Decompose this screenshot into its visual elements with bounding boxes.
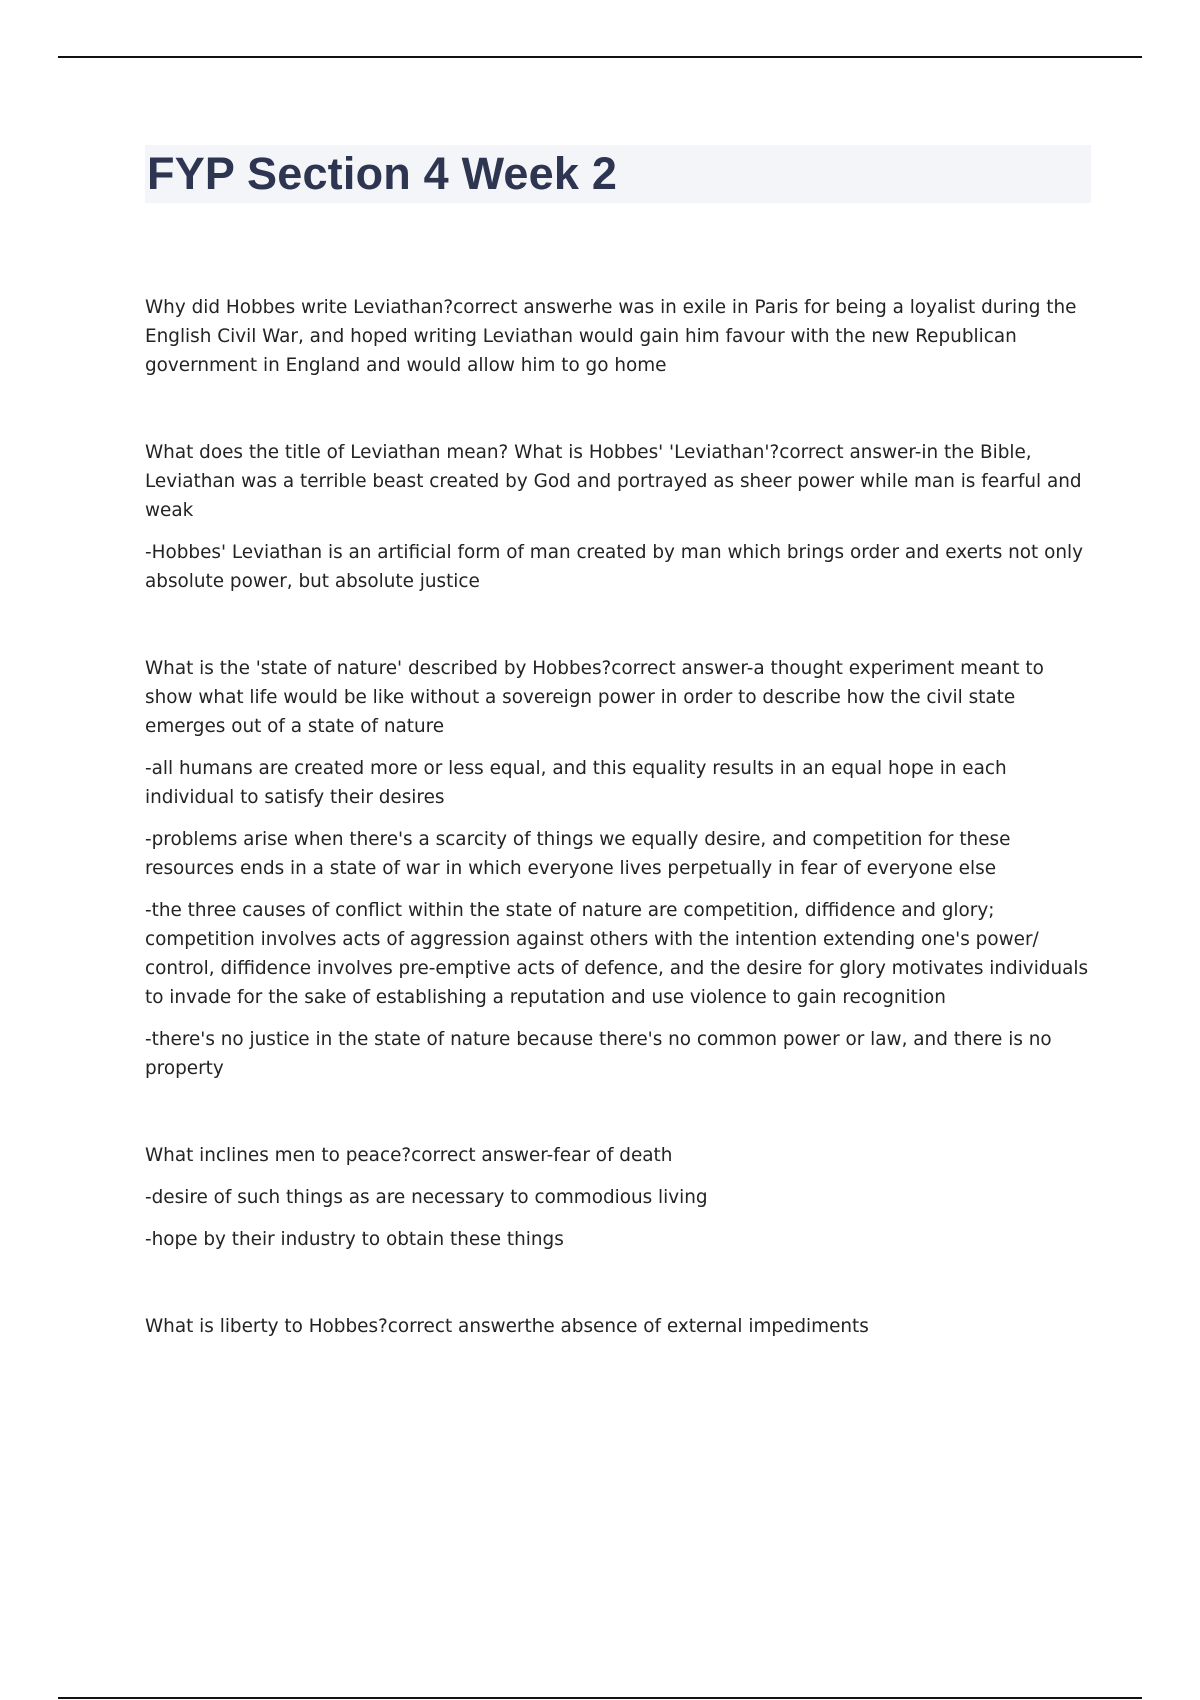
- top-rule: [58, 56, 1142, 58]
- answer-point: -all humans are created more or less equal, and this equality results in an equal hope in each individual to satisfy their desires: [145, 758, 1007, 808]
- question-paragraph: Why did Hobbes write Leviathan?correct answerhe was in exile in Paris for being a loyalist during the English Civil War, and hoped writing Leviathan would gain him favour with the new Republican government in England and would allow him to go home: [145, 297, 1077, 376]
- answer-point: -problems arise when there's a scarcity of things we equally desire, and competition for these resources ends in a state of war in which everyone lives perpetually in fear of everyone else: [145, 829, 1011, 879]
- qa-item: [145, 438, 1091, 596]
- qa-item: [145, 1141, 1091, 1254]
- question-paragraph: What is liberty to Hobbes?correct answerthe absence of external impediments: [145, 1316, 869, 1337]
- question-paragraph: What is the 'state of nature' described by Hobbes?correct answer-a thought experiment meant to show what life would be like without a sovereign power in order to describe how the civil state emerges out of a state of nature: [145, 658, 1044, 737]
- qa-list: [145, 293, 1091, 1341]
- title-band: [145, 145, 1091, 203]
- bottom-rule: [58, 1697, 1142, 1699]
- answer-point: -there's no justice in the state of nature because there's no common power or law, and there is no property: [145, 1029, 1052, 1079]
- document-title: FYP Section 4 Week 2: [147, 148, 618, 199]
- answer-point: -the three causes of conflict within the state of nature are competition, diffidence and glory; competition involves acts of aggression against others with the intention extending one's power/ control, diffidence involves pre-emptive acts of defence, and the desire for glory motivates individuals to invade for the sake of establishing a reputation and use violence to gain recognition: [145, 900, 1089, 1008]
- document-body: [145, 145, 1091, 1399]
- question-paragraph: What does the title of Leviathan mean? What is Hobbes' 'Leviathan'?correct answer-in the Bible, Leviathan was a terrible beast created by God and portrayed as sheer power while man is fearful and weak: [145, 442, 1082, 521]
- qa-item: [145, 1312, 1091, 1341]
- qa-item: [145, 293, 1091, 380]
- qa-item: [145, 654, 1091, 1083]
- answer-point: -hope by their industry to obtain these things: [145, 1229, 564, 1250]
- question-paragraph: What inclines men to peace?correct answer-fear of death: [145, 1145, 673, 1166]
- answer-point: -Hobbes' Leviathan is an artificial form of man created by man which brings order and exerts not only absolute power, but absolute justice: [145, 542, 1083, 592]
- answer-point: -desire of such things as are necessary to commodious living: [145, 1187, 708, 1208]
